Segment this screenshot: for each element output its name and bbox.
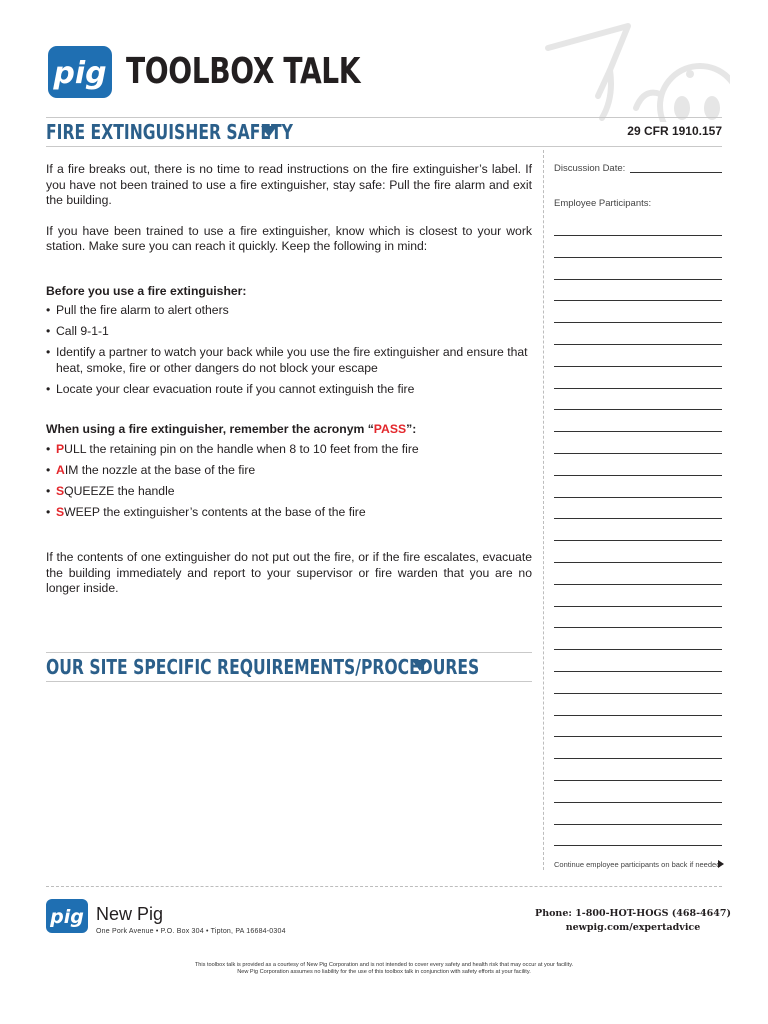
participant-line[interactable]	[554, 715, 722, 716]
participant-line[interactable]	[554, 344, 722, 345]
participant-line[interactable]	[554, 649, 722, 650]
logo-text: pig	[53, 56, 107, 91]
closing-paragraph: If the contents of one extinguisher do not put out the fire, or if the fire escalates, evacuate the building immediately and report to your supervisor or fire warden that you are no longer inside.	[46, 550, 532, 595]
participant-line[interactable]	[554, 824, 722, 825]
intro-paragraph-2: If you have been trained to use a fire extinguisher, know which is closest to your work station. Make sure you can reach it quickly. Keep the following in mind:	[46, 223, 532, 253]
page-title: TOOLBOX TALK	[126, 51, 361, 92]
logo-text: pig	[50, 906, 84, 928]
list-item: • AIM the nozzle at the base of the fire	[46, 463, 532, 479]
participant-line[interactable]	[554, 257, 722, 258]
participant-line[interactable]	[554, 300, 722, 301]
triangle-down-icon	[412, 660, 428, 671]
discussion-date-field[interactable]	[630, 172, 722, 173]
participant-line[interactable]	[554, 322, 722, 323]
participant-line[interactable]	[554, 671, 722, 672]
list-item: • Pull the fire alarm to alert others	[46, 303, 532, 319]
pig-logo	[46, 899, 88, 933]
participant-line[interactable]	[554, 627, 722, 628]
pig-watermark-icon	[540, 18, 730, 122]
section-title: FIRE EXTINGUISHER SAFETY	[46, 120, 293, 144]
section-top-rule	[46, 117, 722, 118]
regulation-reference: 29 CFR 1910.157	[627, 124, 722, 138]
company-name: New Pig	[96, 904, 164, 924]
sidebar-divider	[543, 150, 544, 870]
participant-line[interactable]	[554, 497, 722, 498]
main-content	[46, 162, 532, 597]
pass-heading: When using a fire extinguisher, remember the acronym “PASS”:	[46, 422, 417, 436]
list-item: • Identify a partner to watch your back while you use the fire extinguisher and ensure that heat, smoke, fire or other dangers do not block your escape	[46, 345, 532, 376]
phone-number: Phone: 1-800-HOT-HOGS (468-4647)	[535, 908, 731, 919]
participant-line[interactable]	[554, 235, 722, 236]
list-item: • SWEEP the extinguisher’s contents at the base of the fire	[46, 505, 532, 521]
participant-line[interactable]	[554, 606, 722, 607]
participant-line[interactable]	[554, 693, 722, 694]
disclaimer: This toolbox talk is provided as a courtesy of New Pig Corporation and is not intended to cover every safety and health risk that may occur at your facility. New Pig Corporation assumes no liability for the use of this toolbox talk in conjunction with safety efforts at your facility.	[194, 962, 574, 976]
section-bottom-rule	[46, 146, 722, 147]
list-item: • SQUEEZE the handle	[46, 484, 532, 500]
participant-line[interactable]	[554, 736, 722, 737]
intro-paragraph-1: If a fire breaks out, there is no time to read instructions on the fire extinguisher’s label. If you have not been trained to use a fire extinguisher, stay safe: Pull the fire alarm and exit the building.	[46, 162, 532, 207]
participant-line[interactable]	[554, 453, 722, 454]
pass-list	[46, 442, 532, 521]
discussion-date-label: Discussion Date:	[554, 163, 626, 174]
site-top-rule	[46, 652, 532, 653]
participant-line[interactable]	[554, 845, 722, 846]
participant-line[interactable]	[554, 518, 722, 519]
participant-line[interactable]	[554, 409, 722, 410]
participant-line[interactable]	[554, 780, 722, 781]
participant-line[interactable]	[554, 562, 722, 563]
participant-line[interactable]	[554, 279, 722, 280]
website-link[interactable]: newpig.com/expertadvice	[565, 922, 701, 933]
participant-line[interactable]	[554, 366, 722, 367]
participant-line[interactable]	[554, 388, 722, 389]
list-item: • PULL the retaining pin on the handle when 8 to 10 feet from the fire	[46, 442, 532, 458]
pass-acronym: PASS	[373, 422, 407, 436]
participant-line[interactable]	[554, 540, 722, 541]
company-address: One Pork Avenue • P.O. Box 304 • Tipton, PA 16684-0304	[96, 928, 286, 935]
participant-line[interactable]	[554, 431, 722, 432]
participants-label: Employee Participants:	[554, 198, 652, 209]
participant-line[interactable]	[554, 758, 722, 759]
footer-rule	[46, 886, 722, 887]
pig-logo	[48, 46, 112, 98]
before-list	[46, 303, 532, 397]
site-requirements-title: OUR SITE SPECIFIC REQUIREMENTS/PROCEDURES	[46, 655, 480, 679]
participant-line[interactable]	[554, 475, 722, 476]
site-bottom-rule	[46, 681, 532, 682]
continue-note: Continue employee participants on back if needed	[554, 860, 721, 869]
before-heading: Before you use a fire extinguisher:	[46, 283, 247, 298]
participant-line[interactable]	[554, 802, 722, 803]
list-item: • Call 9-1-1	[46, 324, 532, 340]
participant-line[interactable]	[554, 584, 722, 585]
list-item: • Locate your clear evacuation route if you cannot extinguish the fire	[46, 382, 532, 398]
triangle-down-icon	[261, 126, 277, 137]
triangle-right-icon	[718, 860, 724, 868]
